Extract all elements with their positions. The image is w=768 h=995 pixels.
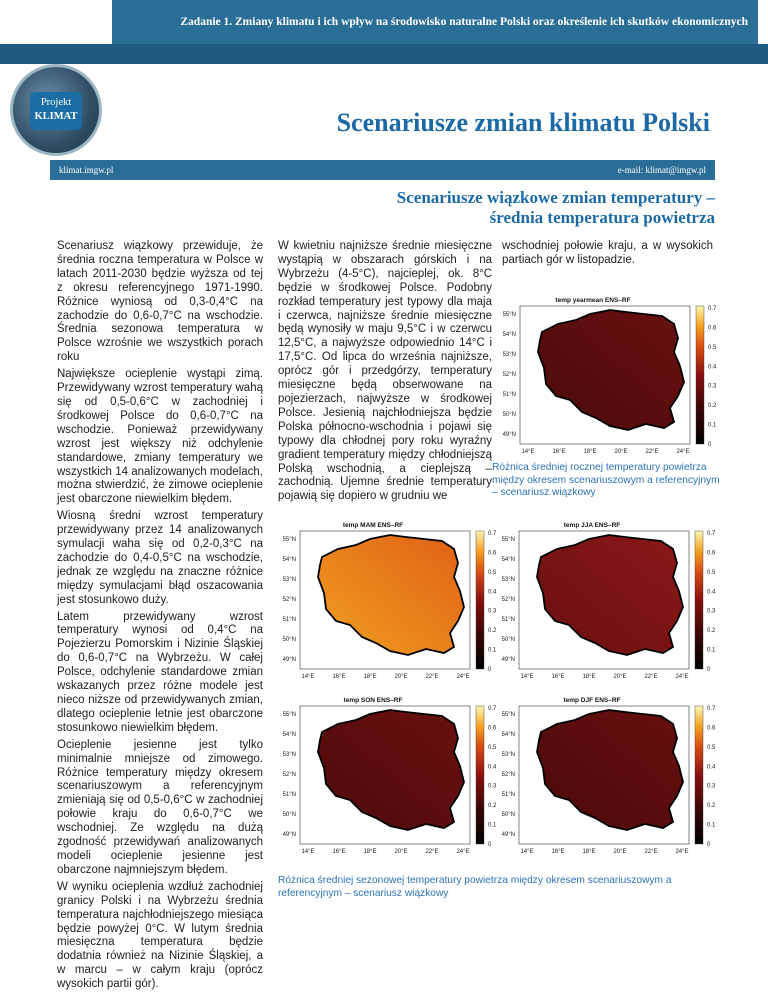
lat-tick-label: 53°N: [502, 352, 516, 358]
lat-tick-label: 50°N: [502, 412, 516, 418]
lon-tick-label: 22°E: [425, 849, 439, 855]
lat-tick-label: 52°N: [501, 772, 515, 778]
lat-tick-label: 49°N: [502, 432, 516, 438]
logo-label: Projekt KLIMAT: [30, 92, 82, 130]
colorbar: [476, 531, 484, 669]
lon-tick-label: 14°E: [520, 674, 534, 680]
colorbar-tick-label: 0.1: [707, 822, 716, 829]
lon-tick-label: 22°E: [645, 449, 659, 455]
colorbar-tick-label: 0.3: [488, 608, 497, 615]
lon-tick-label: 22°E: [425, 674, 439, 680]
map-title: temp JJA ENS–RF: [563, 522, 621, 529]
lat-tick-label: 54°N: [502, 332, 516, 338]
lon-tick-label: 16°E: [332, 849, 346, 855]
colorbar-tick-label: 0: [707, 667, 711, 673]
lon-tick-label: 18°E: [583, 449, 597, 455]
lat-tick-label: 55°N: [501, 537, 515, 543]
page-title: Scenariusze zmian klimatu Polski: [336, 108, 710, 137]
lon-tick-label: 18°E: [363, 849, 377, 855]
lon-tick-label: 24°E: [456, 849, 470, 855]
website-link[interactable]: klimat.imgw.pl: [59, 165, 114, 175]
colorbar-tick-label: 0.1: [488, 647, 497, 654]
lon-tick-label: 20°E: [613, 849, 627, 855]
lat-tick-label: 52°N: [282, 772, 296, 778]
colorbar-tick-label: 0.5: [708, 344, 717, 351]
lon-tick-label: 16°E: [551, 849, 565, 855]
caption-annual: Różnica średniej rocznej temperatury powietrza między okresem scenariuszowym a referencyjnym – scenariusz wiązkowy: [492, 462, 720, 498]
lon-tick-label: 22°E: [644, 674, 658, 680]
header-band: [0, 44, 768, 64]
colorbar-tick-label: 0.3: [707, 608, 716, 615]
colorbar-tick-label: 0.6: [707, 725, 716, 732]
lat-tick-label: 52°N: [282, 597, 296, 603]
colorbar-tick-label: 0.6: [488, 550, 497, 557]
lat-tick-label: 51°N: [502, 392, 516, 398]
colorbar-tick-label: 0.3: [707, 783, 716, 790]
lat-tick-label: 52°N: [502, 372, 516, 378]
lat-tick-label: 55°N: [502, 312, 516, 318]
lat-tick-label: 49°N: [501, 832, 515, 838]
paragraph: Wiosną średni wzrost temperatury przewidywany przez 14 analizowanych symulacji waha się od 0,2-0,3°C na zachodzie do 0,4-0,5°C na wschodzie, jednak ze względu na znaczne różnice między symulacjami błąd oszacowania jest stosunkowo duży.: [57, 510, 263, 606]
map-jja: [497, 517, 719, 682]
lon-tick-label: 24°E: [676, 449, 690, 455]
colorbar-tick-label: 0.6: [708, 325, 717, 332]
colorbar-tick-label: 0.3: [708, 383, 717, 390]
email-link[interactable]: e-mail: klimat@imgw.pl: [617, 165, 706, 175]
paragraph: W wyniku ocieplenia wzdłuż zachodniej granicy Polski i na Wybrzeżu średnia temperatura najchłodniejszego miesiąca będzie powyżej 0°C. W lutym średnia miesięczna temperatura będzie dodatnia również na Nizinie Śląskiej, a w marcu – w całym kraju (oprócz wysokich partii gór).: [57, 880, 263, 991]
lat-tick-label: 54°N: [282, 557, 296, 563]
map-mam: [278, 517, 500, 682]
lon-tick-label: 20°E: [394, 849, 408, 855]
colorbar-tick-label: 0.7: [708, 306, 717, 312]
colorbar-tick-label: 0.5: [488, 569, 497, 576]
paragraph: W kwietniu najniższe średnie miesięczne wystąpią w obszarach górskich i na Wybrzeżu (4-5°C), najcieplej, ok. 8°C będzie w środkowej Polsce. Podobny rozkład temperatury jest typowy dla maja i czerwca, najniższe średnie miesięczne będą wynosiły w maju 9,5°C i w czerwcu 12,5°C, a najwyższe odpowiednio 14°C i 17,5°C. Od lipca do września najniższe, oprócz gór i przedgórzy, temperatury miesięczne będą obserwowane na pojezierzach, najwyższe w środkowej Polsce. Jesienią najchłodniejsza będzie Polska północno-wschodnia i pojawi się typowy dla chłodnej pory roku wyraźny gradient temperatury między chłodniejszą Polską wschodnią, a cieplejszą – zachodnią. Ujemne średnie temperatury pojawią się dopiero w grudniu we: [278, 240, 492, 503]
lat-tick-label: 53°N: [501, 752, 515, 758]
lon-tick-label: 16°E: [332, 674, 346, 680]
colorbar-tick-label: 0.7: [488, 531, 497, 537]
lat-tick-label: 51°N: [501, 792, 515, 798]
lon-tick-label: 20°E: [614, 449, 628, 455]
lon-tick-label: 18°E: [363, 674, 377, 680]
colorbar-tick-label: 0.1: [708, 422, 717, 429]
colorbar-tick-label: 0: [708, 442, 712, 448]
lat-tick-label: 49°N: [282, 657, 296, 663]
lat-tick-label: 53°N: [501, 577, 515, 583]
colorbar-tick-label: 0.1: [707, 647, 716, 654]
header: [0, 0, 768, 118]
map-figure: [497, 692, 717, 857]
caption-seasonal: Różnica średniej sezonowej temperatury powietrza między okresem scenariuszowym a referencyjnym – scenariusz wiązkowy: [278, 875, 672, 899]
colorbar-tick-label: 0.5: [707, 569, 716, 576]
colorbar-tick-label: 0: [707, 842, 711, 848]
text-column-1: [57, 240, 263, 995]
lon-tick-label: 22°E: [644, 849, 658, 855]
map-figure: [278, 692, 498, 857]
lon-tick-label: 16°E: [552, 449, 566, 455]
paragraph: Największe ocieplenie wystąpi zimą. Przewidywany wzrost temperatury wahą się od 0,5-0,6°C w zachodniej i środkowej Polsce do 0,6-0,7°C na wschodzie. Ponieważ przewidywany wzrost jest większy niż odchylenie standardowe, zmiany temperatury we wszystkich 14 analizowanych modelach, można stwierdzić, że zimowe ocieplenie jest obarczone niewielkim błędem.: [57, 368, 263, 506]
colorbar-tick-label: 0: [488, 667, 492, 673]
lat-tick-label: 50°N: [501, 637, 515, 643]
map-title: temp yearmean ENS–RF: [555, 297, 631, 304]
map-figure: [497, 517, 717, 682]
lon-tick-label: 16°E: [551, 674, 565, 680]
lon-tick-label: 20°E: [394, 674, 408, 680]
lat-tick-label: 55°N: [282, 712, 296, 718]
lat-tick-label: 54°N: [501, 557, 515, 563]
lat-tick-label: 50°N: [282, 812, 296, 818]
colorbar-tick-label: 0.7: [707, 531, 716, 537]
colorbar-tick-label: 0.3: [488, 783, 497, 790]
lon-tick-label: 18°E: [582, 674, 596, 680]
lat-tick-label: 52°N: [501, 597, 515, 603]
lat-tick-label: 53°N: [282, 577, 296, 583]
lat-tick-label: 51°N: [282, 792, 296, 798]
lat-tick-label: 55°N: [501, 712, 515, 718]
paragraph: Scenariusz wiązkowy przewiduje, że średnia roczna temperatura w Polsce w latach 2011-2030 będzie wyższa od tej z okresu referencyjnego 1971-1990. Różnice wyniosą od 0,3-0,4°C na zachodzie do 0,6-0,7°C na wschodzie. Średnia sezonowa temperatura w Polsce wzrośnie we wszystkich porach roku: [57, 240, 263, 364]
colorbar-tick-label: 0.2: [488, 628, 497, 635]
project-task-title: Zadanie 1. Zmiany klimatu i ich wpływ na środowisko naturalne Polski oraz określenie ich skutków ekonomicznych: [112, 0, 758, 44]
colorbar-tick-label: 0.2: [708, 403, 717, 410]
colorbar-tick-label: 0.2: [707, 803, 716, 810]
lon-tick-label: 24°E: [675, 674, 689, 680]
project-klimat-logo[interactable]: [10, 64, 102, 156]
paragraph: wschodniej połowie kraju, a w wysokich partiach gór w listopadzie.: [502, 240, 713, 266]
colorbar: [696, 306, 704, 444]
colorbar-tick-label: 0.4: [707, 764, 716, 771]
colorbar-tick-label: 0.7: [707, 706, 716, 712]
colorbar-tick-label: 0.2: [488, 803, 497, 810]
colorbar-tick-label: 0.1: [488, 822, 497, 829]
colorbar: [476, 706, 484, 844]
lon-tick-label: 24°E: [456, 674, 470, 680]
map-figure: [498, 292, 718, 457]
lat-tick-label: 50°N: [282, 637, 296, 643]
lat-tick-label: 51°N: [501, 617, 515, 623]
colorbar-tick-label: 0.7: [488, 706, 497, 712]
lat-tick-label: 49°N: [501, 657, 515, 663]
lon-tick-label: 14°E: [301, 849, 315, 855]
lat-tick-label: 54°N: [282, 732, 296, 738]
colorbar: [695, 706, 703, 844]
text-column-2: [278, 240, 492, 507]
paragraph: Ocieplenie jesienne jest tylko minimalnie mniejsze od zimowego. Różnice temperatury między okresem scenariuszowym a referencyjnym zmieniają się od 0,5-0,6°C w zachodniej połowie kraju do 0,6-0,7°C we wschodniej. Ze względu na dużą zgodność przewidywań analizowanych modeli ocieplenie jesienne jest obarczone najmniejszym błędem.: [57, 738, 263, 876]
lat-tick-label: 51°N: [282, 617, 296, 623]
lat-tick-label: 54°N: [501, 732, 515, 738]
lat-tick-label: 55°N: [282, 537, 296, 543]
lon-tick-label: 20°E: [613, 674, 627, 680]
lat-tick-label: 49°N: [282, 832, 296, 838]
map-title: temp DJF ENS–RF: [563, 697, 621, 704]
lat-tick-label: 53°N: [282, 752, 296, 758]
map-son: [278, 692, 500, 857]
map-title: temp MAM ENS–RF: [342, 522, 404, 529]
paragraph: Latem przewidywany wzrost temperatury wynosi od 0,4°C na Pojezierzu Pomorskim i Nizinie Śląskiej do 0,6-0,7°C na Wybrzeżu. W całej Polsce, odchylenie standardowe zmian wskazanych przez różne modele jest nieco niższe od przewidywanych zmian, dlatego ocieplenie letnie jest obarczone stosunkowo niewielkim błędem.: [57, 610, 263, 734]
colorbar-tick-label: 0.2: [707, 628, 716, 635]
lon-tick-label: 14°E: [301, 674, 315, 680]
colorbar-tick-label: 0.4: [707, 589, 716, 596]
colorbar-tick-label: 0.6: [488, 725, 497, 732]
colorbar-tick-label: 0.6: [707, 550, 716, 557]
map-djf: [497, 692, 719, 857]
contact-bar: [50, 160, 715, 180]
map-title: temp SON ENS–RF: [343, 697, 403, 704]
map-yearmean: [498, 292, 718, 457]
colorbar-tick-label: 0.4: [488, 764, 497, 771]
lat-tick-label: 50°N: [501, 812, 515, 818]
colorbar-tick-label: 0.4: [708, 364, 717, 371]
map-figure: [278, 517, 498, 682]
colorbar-tick-label: 0.5: [707, 744, 716, 751]
section-title: Scenariusze wiązkowe zmian temperatury – średnia temperatura powietrza: [396, 188, 715, 227]
lon-tick-label: 18°E: [582, 849, 596, 855]
colorbar: [695, 531, 703, 669]
text-column-3: [502, 240, 713, 271]
colorbar-tick-label: 0.5: [488, 744, 497, 751]
colorbar-tick-label: 0: [488, 842, 492, 848]
lon-tick-label: 24°E: [675, 849, 689, 855]
colorbar-tick-label: 0.4: [488, 589, 497, 596]
lon-tick-label: 14°E: [520, 849, 534, 855]
lon-tick-label: 14°E: [521, 449, 535, 455]
